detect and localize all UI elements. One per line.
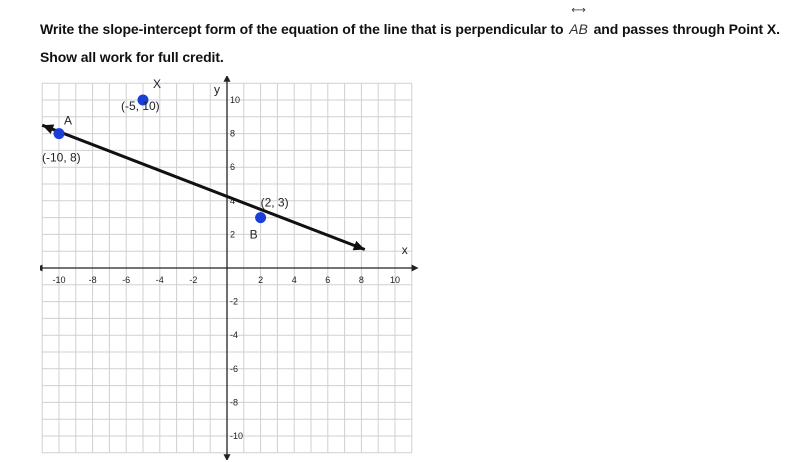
line-arrowhead-left-icon (42, 124, 54, 133)
y-tick-label: -2 (230, 296, 239, 307)
point-b (255, 212, 266, 223)
point-a-label: A (64, 113, 73, 128)
y-axis-arrow-up-icon (224, 76, 231, 82)
line-arrowhead-right-icon (353, 241, 365, 250)
y-axis-label: y (214, 82, 220, 97)
y-tick-label: 2 (230, 229, 236, 240)
x-tick-label: 2 (258, 275, 264, 285)
line-ab-segment (42, 125, 365, 249)
vector-ab-notation (567, 5, 589, 43)
vector-ab-label: AB (569, 21, 588, 37)
question-part-1: Write the slope-intercept form of the equation of the line that is perpendicular to (40, 21, 564, 37)
coordinate-graph (40, 76, 420, 460)
x-tick-label: -2 (189, 275, 198, 285)
point-x-label: X (153, 77, 162, 91)
point-b-coordinates: (2, 3) (260, 195, 289, 210)
x-tick-label: -4 (155, 275, 164, 285)
x-tick-label: 10 (389, 275, 401, 285)
x-tick-label: -8 (88, 275, 97, 285)
y-tick-label: -4 (230, 330, 239, 341)
x-axis-arrow-left-icon (40, 265, 42, 272)
y-tick-label: 10 (230, 95, 241, 105)
x-tick-label: -6 (122, 275, 131, 285)
x-tick-label: -10 (52, 275, 66, 285)
point-a-coordinates: (-10, 8) (42, 150, 81, 165)
point-a (54, 128, 65, 139)
y-tick-label: -8 (230, 397, 239, 408)
y-tick-label: 6 (230, 162, 236, 173)
x-tick-label: 6 (325, 275, 331, 285)
y-tick-label: -10 (230, 431, 244, 441)
point-x-coordinates: (-5, 10) (121, 99, 160, 113)
y-axis-arrow-down-icon (224, 454, 231, 460)
question-text (40, 5, 792, 71)
line-ab (42, 124, 365, 250)
point-b-label: B (249, 227, 258, 242)
double-arrow-icon: ⟷ (571, 5, 586, 16)
y-tick-label: -6 (230, 363, 239, 374)
y-tick-label: 8 (230, 128, 236, 139)
x-axis-label: x (401, 243, 408, 257)
x-tick-label: 4 (291, 275, 297, 285)
y-tick-label: 4 (230, 195, 236, 206)
question-part-2: and passes through Point X. Show all work for full credit. (40, 21, 780, 65)
points (42, 77, 289, 242)
x-axis-arrow-right-icon (412, 265, 419, 272)
x-tick-label: 8 (358, 275, 364, 285)
